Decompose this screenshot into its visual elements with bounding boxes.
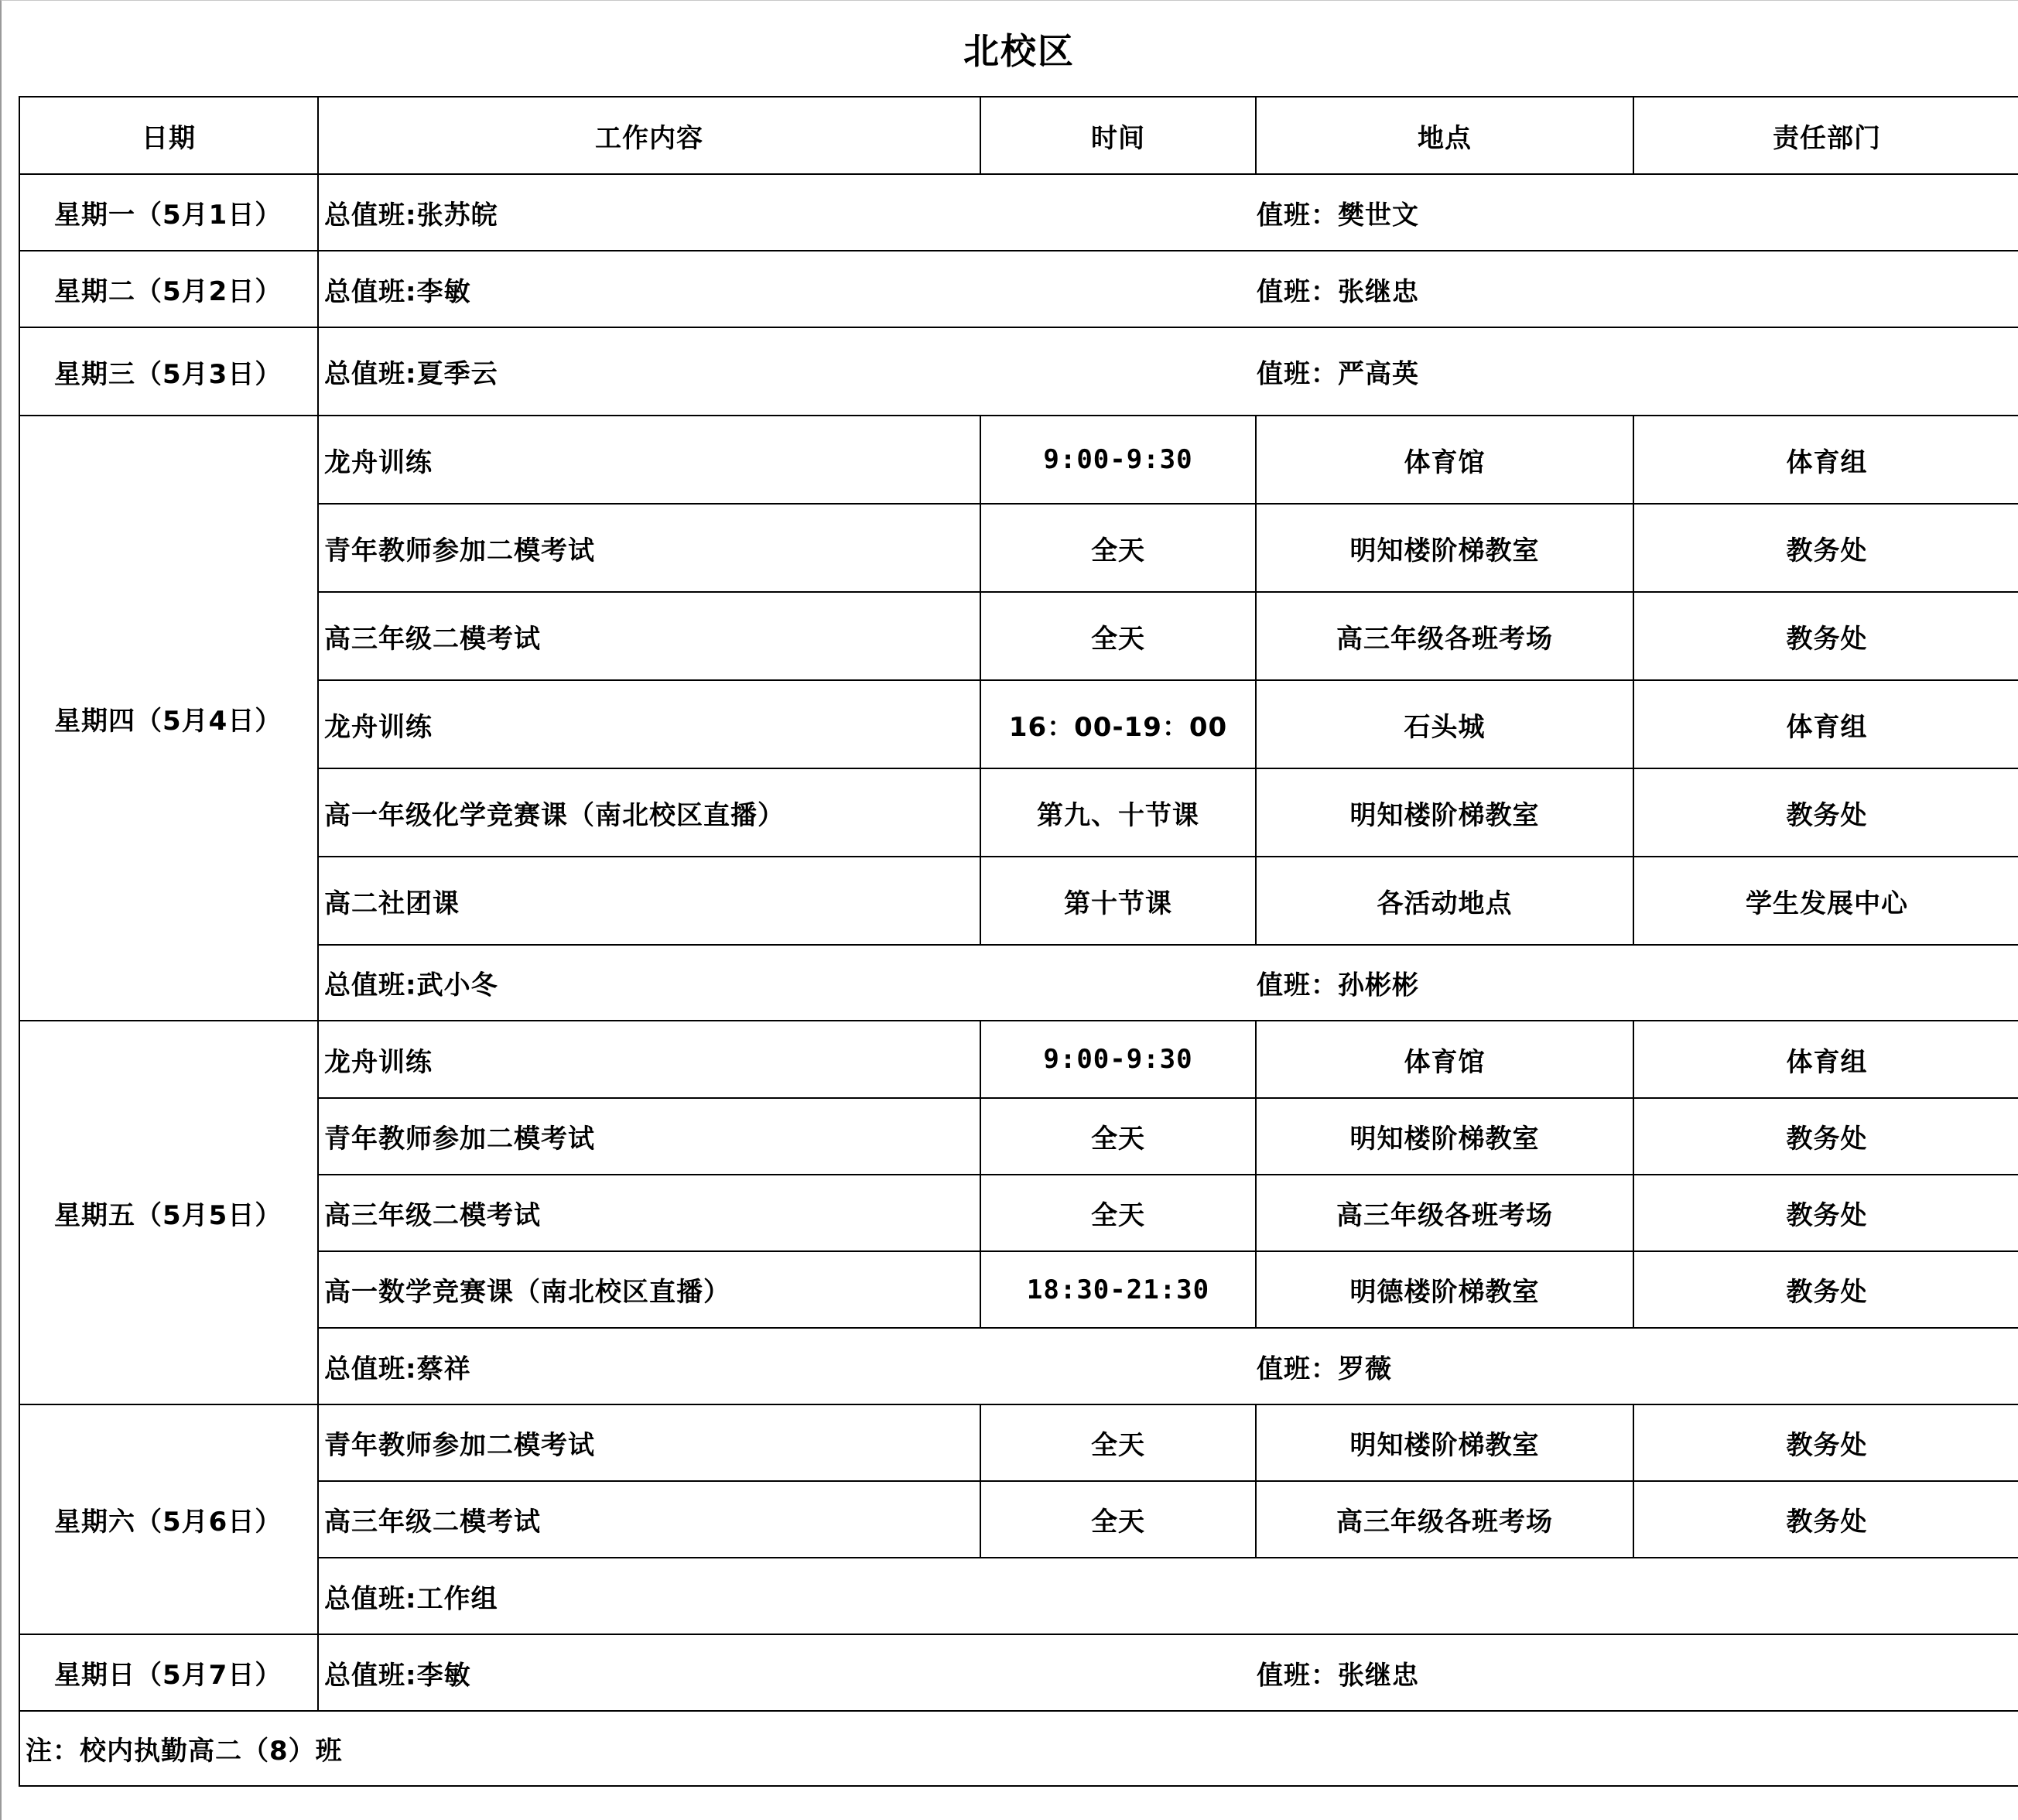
duty-total-fri: 总值班:蔡祥: [324, 1353, 471, 1384]
header-dept: 责任部门: [1633, 97, 2018, 174]
table-row: [19, 1404, 2018, 1481]
table-row: [19, 416, 2018, 504]
activity-time: 第九、十节课: [980, 768, 1256, 857]
table-row: [19, 857, 2018, 945]
table-row: [19, 1634, 2018, 1711]
duty-row-thu: [318, 945, 2018, 1021]
duty-total-tue: 总值班:李敏: [324, 276, 471, 307]
duty-row-sat: [318, 1558, 2018, 1634]
table-row: [19, 1175, 2018, 1251]
activity-dept: 教务处: [1633, 504, 2018, 592]
activity-dept: 教务处: [1633, 1481, 2018, 1558]
activity-dept: 体育组: [1633, 416, 2018, 504]
activity-content: 青年教师参加二模考试: [318, 504, 980, 592]
table-row: [19, 1481, 2018, 1558]
activity-place: 高三年级各班考场: [1256, 592, 1633, 680]
activity-place: 体育馆: [1256, 1021, 1633, 1098]
activity-place: 体育馆: [1256, 416, 1633, 504]
activity-place: 石头城: [1256, 680, 1633, 768]
duty-total-thu: 总值班:武小冬: [324, 970, 498, 1001]
duty-on-sun: 值班：张继忠: [1257, 1660, 1419, 1691]
duty-row-mon: [318, 174, 2018, 251]
duty-on-tue: 值班：张继忠: [1257, 276, 1419, 307]
table-row: [19, 945, 2018, 1021]
activity-place: 各活动地点: [1256, 857, 1633, 945]
duty-row-wed: [318, 327, 2018, 416]
table-row: [19, 327, 2018, 416]
date-cell-sun: 星期日（5月7日）: [19, 1634, 318, 1711]
activity-dept: 教务处: [1633, 1404, 2018, 1481]
page-title: 北校区: [963, 30, 1075, 72]
duty-total-sat: 总值班:工作组: [324, 1583, 498, 1614]
duty-total-wed: 总值班:夏季云: [324, 358, 498, 390]
duty-schedule-table: [19, 96, 2018, 1787]
header-time: 时间: [980, 97, 1256, 174]
header-date: 日期: [19, 97, 318, 174]
date-cell-fri: 星期五（5月5日）: [19, 1021, 318, 1404]
activity-dept: 体育组: [1633, 680, 2018, 768]
duty-on-thu: 值班：孙彬彬: [1257, 970, 1419, 1001]
activity-time: 全天: [980, 504, 1256, 592]
activity-content: 高三年级二模考试: [318, 592, 980, 680]
duty-row-sun: [318, 1634, 2018, 1711]
header-place: 地点: [1256, 97, 1633, 174]
table-row: [19, 174, 2018, 251]
activity-time: 9:00-9:30: [980, 1021, 1256, 1098]
activity-dept: 学生发展中心: [1633, 857, 2018, 945]
table-row: [19, 768, 2018, 857]
duty-row-fri: [318, 1328, 2018, 1404]
activity-content: 龙舟训练: [318, 1021, 980, 1098]
activity-time: 16：00-19：00: [980, 680, 1256, 768]
activity-content: 高三年级二模考试: [318, 1175, 980, 1251]
activity-time: 全天: [980, 1175, 1256, 1251]
activity-time: 全天: [980, 1098, 1256, 1175]
note-text: 注：校内执勤高二（8）班: [19, 1711, 2018, 1786]
table-row: [19, 504, 2018, 592]
activity-time: 全天: [980, 592, 1256, 680]
activity-dept: 教务处: [1633, 1175, 2018, 1251]
date-cell-wed: 星期三（5月3日）: [19, 327, 318, 416]
note-row: [19, 1711, 2018, 1786]
date-cell-tue: 星期二（5月2日）: [19, 251, 318, 327]
activity-content: 高三年级二模考试: [318, 1481, 980, 1558]
activity-time: 全天: [980, 1404, 1256, 1481]
table-row: [19, 1251, 2018, 1328]
table-row: [19, 1328, 2018, 1404]
activity-content: 龙舟训练: [318, 680, 980, 768]
activity-place: 明知楼阶梯教室: [1256, 768, 1633, 857]
activity-dept: 教务处: [1633, 1098, 2018, 1175]
duty-total-sun: 总值班:李敏: [324, 1660, 471, 1691]
activity-dept: 教务处: [1633, 768, 2018, 857]
duty-total-mon: 总值班:张苏皖: [324, 200, 498, 231]
duty-row-tue: [318, 251, 2018, 327]
activity-content: 高一数学竞赛课（南北校区直播）: [318, 1251, 980, 1328]
duty-on-fri: 值班：罗薇: [1257, 1353, 1392, 1384]
table-row: [19, 1558, 2018, 1634]
activity-dept: 教务处: [1633, 592, 2018, 680]
date-cell-sat: 星期六（5月6日）: [19, 1404, 318, 1634]
table-row: [19, 680, 2018, 768]
activity-place: 高三年级各班考场: [1256, 1481, 1633, 1558]
activity-dept: 教务处: [1633, 1251, 2018, 1328]
activity-content: 龙舟训练: [318, 416, 980, 504]
activity-content: 青年教师参加二模考试: [318, 1098, 980, 1175]
activity-content: 高一年级化学竞赛课（南北校区直播）: [318, 768, 980, 857]
table-row: [19, 592, 2018, 680]
activity-content: 青年教师参加二模考试: [318, 1404, 980, 1481]
activity-content: 高二社团课: [318, 857, 980, 945]
header-row: [19, 97, 2018, 174]
activity-dept: 体育组: [1633, 1021, 2018, 1098]
table-row: [19, 1098, 2018, 1175]
activity-place: 明知楼阶梯教室: [1256, 504, 1633, 592]
activity-time: 全天: [980, 1481, 1256, 1558]
activity-time: 18:30-21:30: [980, 1251, 1256, 1328]
date-cell-mon: 星期一（5月1日）: [19, 174, 318, 251]
activity-time: 第十节课: [980, 857, 1256, 945]
activity-time: 9:00-9:30: [980, 416, 1256, 504]
duty-on-wed: 值班：严高英: [1257, 358, 1419, 390]
header-content: 工作内容: [318, 97, 980, 174]
duty-on-mon: 值班：樊世文: [1257, 200, 1419, 231]
date-cell-thu: 星期四（5月4日）: [19, 416, 318, 1021]
activity-place: 明知楼阶梯教室: [1256, 1098, 1633, 1175]
activity-place: 明德楼阶梯教室: [1256, 1251, 1633, 1328]
table-row: [19, 1021, 2018, 1098]
table-row: [19, 251, 2018, 327]
activity-place: 明知楼阶梯教室: [1256, 1404, 1633, 1481]
activity-place: 高三年级各班考场: [1256, 1175, 1633, 1251]
